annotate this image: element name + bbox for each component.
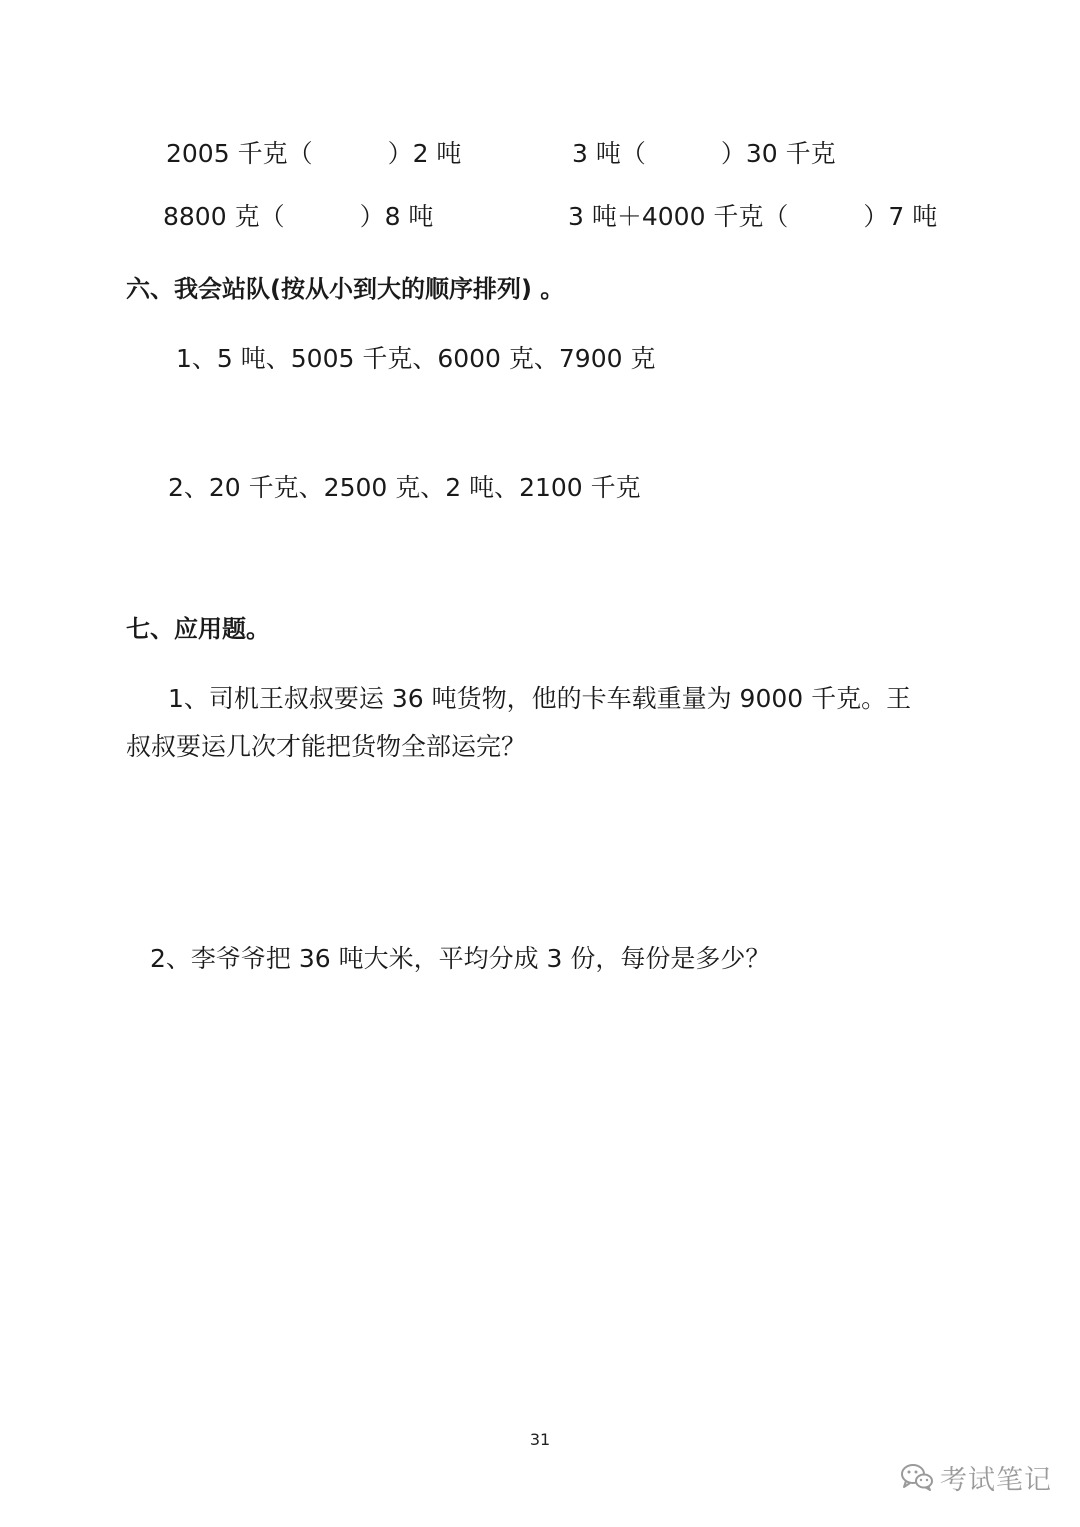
page-number: 31 xyxy=(529,1430,551,1449)
watermark-text: 考试笔记 xyxy=(940,1464,1052,1496)
section6-heading: 六、我会站队(按从小到大的顺序排列) 。 xyxy=(126,275,565,303)
wechat-icon xyxy=(900,1462,934,1492)
section7-heading: 七、应用题。 xyxy=(126,615,270,643)
section6-item-1: 1、5 吨、5005 千克、6000 克、7900 克 xyxy=(176,344,656,373)
section7-question-1-line-2: 叔叔要运几次才能把货物全部运完？ xyxy=(126,732,527,761)
compare-row2-left: 8800 克（ ）8 吨 xyxy=(163,202,434,231)
watermark xyxy=(900,1455,1052,1499)
compare-row1-left: 2005 千克（ ）2 吨 xyxy=(166,139,462,168)
section7-question-1-line-1: 1、司机王叔叔要运 36 吨货物，他的卡车载重量为 9000 千克。王 xyxy=(168,684,912,713)
section6-item-2: 2、20 千克、2500 克、2 吨、2100 千克 xyxy=(168,473,641,502)
compare-row2-right: 3 吨＋4000 千克（ ）7 吨 xyxy=(568,202,938,231)
section7-question-2: 2、李爷爷把 36 吨大米，平均分成 3 份，每份是多少？ xyxy=(150,944,771,973)
compare-row1-right: 3 吨（ ）30 千克 xyxy=(572,139,836,168)
